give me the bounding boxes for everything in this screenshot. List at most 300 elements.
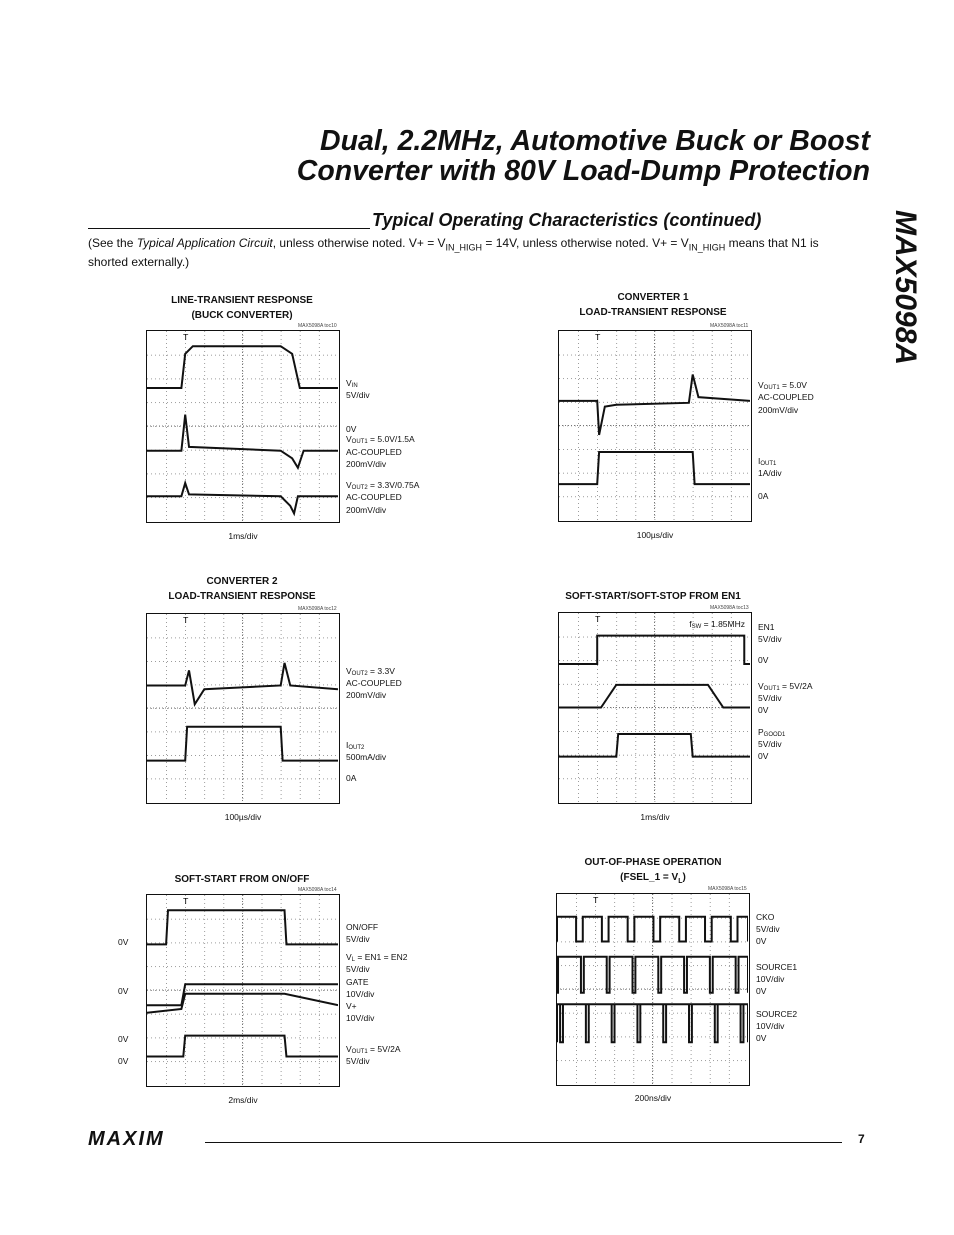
grid-dot: [166, 435, 167, 436]
grid-dot: [185, 395, 186, 396]
grid-dot: [281, 770, 282, 771]
grid-dot: [567, 355, 568, 356]
grid-dot: [735, 496, 736, 497]
grid-dot: [175, 355, 176, 356]
grid-dot: [204, 782, 205, 783]
trace-label: ON/OFF: [346, 922, 379, 932]
grid-dot: [616, 781, 617, 782]
grid-dot: [199, 685, 200, 686]
grid-dot: [262, 463, 263, 464]
grid-dot: [589, 965, 590, 966]
grid-dot: [693, 797, 694, 798]
grid-dot: [616, 673, 617, 674]
grid-dot: [204, 919, 205, 920]
grid-dot: [166, 515, 167, 516]
grid-dot: [215, 355, 216, 356]
grid-dot: [578, 765, 579, 766]
grid-dot: [281, 331, 282, 332]
grid-dot: [731, 689, 732, 690]
grid-dot: [655, 637, 656, 638]
grid-dot: [712, 427, 713, 428]
grid-dot: [223, 423, 224, 424]
grid-dot: [311, 1014, 312, 1015]
grid-dot: [311, 919, 312, 920]
grid-dot: [579, 755, 580, 756]
grid-dot: [263, 990, 264, 991]
grid-dot: [295, 355, 296, 356]
grid-dot: [223, 702, 224, 703]
grid-dot: [691, 894, 692, 895]
grid-dot: [633, 1050, 634, 1051]
grid-dot: [741, 942, 742, 943]
grid-dot: [578, 423, 579, 424]
grid-dot: [597, 495, 598, 496]
grid-dot: [191, 474, 192, 475]
grid-dot: [576, 1018, 577, 1019]
grid-dot: [693, 761, 694, 762]
grid-dot: [247, 402, 248, 403]
grid-dot: [731, 745, 732, 746]
grid-dot: [171, 732, 172, 733]
grid-dot: [559, 473, 560, 474]
grid-dot: [185, 662, 186, 663]
grid-dot: [731, 773, 732, 774]
grid-dot: [571, 473, 572, 474]
grid-dot: [204, 519, 205, 520]
grid-dot: [262, 794, 263, 795]
grid-dot: [635, 355, 636, 356]
grid-dot: [576, 1038, 577, 1039]
grid-dot: [607, 355, 608, 356]
grid-dot: [719, 755, 720, 756]
grid-dot: [655, 435, 656, 436]
grid-dot: [559, 402, 560, 403]
grid-dot: [307, 1061, 308, 1062]
grid-dot: [166, 1007, 167, 1008]
grid-dot: [683, 496, 684, 497]
grid-dot: [275, 943, 276, 944]
grid-dot: [614, 938, 615, 939]
grid-dot: [578, 355, 579, 356]
grid-dot: [614, 930, 615, 931]
grid-dot: [300, 1023, 301, 1024]
grid-dot: [235, 661, 236, 662]
grid-dot: [287, 1061, 288, 1062]
grid-dot: [571, 660, 572, 661]
grid-dot: [262, 754, 263, 755]
grid-dot: [559, 449, 560, 450]
grid-dot: [603, 473, 604, 474]
grid-dot: [300, 646, 301, 647]
grid-dot: [719, 496, 720, 497]
grid-dot: [578, 439, 579, 440]
grid-dot: [155, 426, 156, 427]
grid-dot: [335, 732, 336, 733]
grid-dot: [219, 966, 220, 967]
grid-dot: [166, 630, 167, 631]
grid-dot: [725, 1037, 726, 1038]
grid-dot: [739, 637, 740, 638]
grid-dot: [616, 367, 617, 368]
grid-dot: [693, 733, 694, 734]
grid-dot: [635, 737, 636, 738]
grid-dot: [319, 987, 320, 988]
grid-dot: [311, 474, 312, 475]
grid-dot: [259, 779, 260, 780]
grid-dot: [243, 634, 244, 635]
trace: [147, 1036, 338, 1057]
grid-dot: [204, 1027, 205, 1028]
grid-dot: [635, 515, 636, 516]
grid-dot: [731, 519, 732, 520]
grid-dot: [231, 919, 232, 920]
grid-dot: [663, 449, 664, 450]
grid-dot: [185, 1023, 186, 1024]
grid-dot: [319, 1061, 320, 1062]
grid-dot: [243, 519, 244, 520]
grid-dot: [185, 343, 186, 344]
grid-dot: [667, 473, 668, 474]
grid-dot: [281, 459, 282, 460]
grid-dot: [204, 738, 205, 739]
grid-dot: [315, 355, 316, 356]
grid-dot: [147, 943, 148, 944]
grid-dot: [185, 407, 186, 408]
grid-dot: [645, 942, 646, 943]
grid-dot: [653, 1066, 654, 1067]
grid-dot: [616, 665, 617, 666]
grid-dot: [262, 415, 263, 416]
grid-dot: [319, 1075, 320, 1076]
grid-dot: [635, 415, 636, 416]
grid-dot: [171, 497, 172, 498]
grid-dot: [147, 919, 148, 920]
grid-dot: [281, 399, 282, 400]
grid-dot: [578, 649, 579, 650]
grid-dot: [163, 402, 164, 403]
grid-dot: [615, 660, 616, 661]
grid-dot: [166, 467, 167, 468]
grid-dot: [712, 395, 713, 396]
grid-dot: [319, 991, 320, 992]
grid-dot: [579, 355, 580, 356]
grid-dot: [731, 443, 732, 444]
grid-dot: [204, 467, 205, 468]
grid-dot: [710, 950, 711, 951]
grid-dot: [623, 660, 624, 661]
grid-dot: [655, 407, 656, 408]
grid-dot: [699, 660, 700, 661]
grid-dot: [223, 991, 224, 992]
grid-dot: [577, 918, 578, 919]
grid-dot: [281, 1043, 282, 1044]
grid-dot: [559, 755, 560, 756]
grid-dot: [674, 427, 675, 428]
grid-dot: [300, 642, 301, 643]
grid-dot: [223, 455, 224, 456]
grid-dot: [211, 1061, 212, 1062]
grid-dot: [712, 737, 713, 738]
grid-dot: [719, 660, 720, 661]
grid-dot: [697, 989, 698, 990]
grid-dot: [291, 638, 292, 639]
grid-dot: [578, 367, 579, 368]
grid-dot: [204, 626, 205, 627]
grid-dot: [259, 943, 260, 944]
grid-dot: [163, 732, 164, 733]
grid-dot: [262, 975, 263, 976]
grid-dot: [674, 475, 675, 476]
grid-dot: [731, 491, 732, 492]
grid-dot: [195, 661, 196, 662]
trace-label: $I_{OUT2}$: [346, 740, 365, 751]
grid-dot: [171, 1038, 172, 1039]
grid-dot: [655, 789, 656, 790]
grid-dot: [674, 347, 675, 348]
grid-dot: [262, 1019, 263, 1020]
grid-dot: [613, 1060, 614, 1061]
grid-dot: [599, 637, 600, 638]
grid-dot: [693, 709, 694, 710]
grid-dot: [223, 718, 224, 719]
grid-dot: [672, 894, 673, 895]
grid-dot: [223, 947, 224, 948]
grid-dot: [712, 665, 713, 666]
grid-dot: [576, 994, 577, 995]
grid-dot: [571, 496, 572, 497]
grid-dot: [712, 451, 713, 452]
grid-dot: [576, 1002, 577, 1003]
grid-dot: [223, 339, 224, 340]
grid-dot: [577, 965, 578, 966]
grid-dot: [674, 335, 675, 336]
grid-dot: [611, 473, 612, 474]
grid-dot: [635, 777, 636, 778]
grid-dot: [166, 979, 167, 980]
grid-dot: [729, 982, 730, 983]
grid-dot: [183, 919, 184, 920]
grid-dot: [323, 1061, 324, 1062]
grid-dot: [166, 654, 167, 655]
grid-dot: [731, 391, 732, 392]
grid-dot: [307, 943, 308, 944]
grid-dot: [693, 617, 694, 618]
grid-dot: [578, 351, 579, 352]
grid-dot: [191, 1014, 192, 1015]
grid-dot: [595, 982, 596, 983]
grid-dot: [203, 708, 204, 709]
grid-dot: [595, 1010, 596, 1011]
grid-dot: [651, 473, 652, 474]
grid-dot: [262, 455, 263, 456]
grid-dot: [183, 1038, 184, 1039]
grid-dot: [653, 1013, 654, 1014]
grid-dot: [262, 331, 263, 332]
grid-dot: [262, 923, 263, 924]
grid-dot: [300, 447, 301, 448]
grid-dot: [223, 899, 224, 900]
grid-dot: [578, 653, 579, 654]
grid-dot: [743, 449, 744, 450]
grid-dot: [695, 355, 696, 356]
grid-dot: [204, 706, 205, 707]
grid-dot: [204, 666, 205, 667]
grid-dot: [166, 706, 167, 707]
grid-dot: [223, 722, 224, 723]
grid-dot: [729, 1050, 730, 1051]
grid-dot: [635, 625, 636, 626]
grid-dot: [262, 987, 263, 988]
grid-dot: [327, 497, 328, 498]
scope-screen-5: [146, 894, 340, 1087]
grid-dot: [655, 653, 656, 654]
grid-dot: [616, 467, 617, 468]
grid-dot: [204, 471, 205, 472]
grid-dot: [693, 403, 694, 404]
grid-dot: [687, 426, 688, 427]
grid-dot: [731, 681, 732, 682]
chart-title-line1: LINE-TRANSIENT RESPONSE: [171, 295, 313, 306]
grid-dot: [243, 750, 244, 751]
grid-dot: [715, 355, 716, 356]
grid-dot: [215, 474, 216, 475]
grid-dot: [576, 1082, 577, 1083]
grid-dot: [262, 943, 263, 944]
grid-dot: [707, 755, 708, 756]
grid-dot: [579, 660, 580, 661]
grid-dot: [279, 943, 280, 944]
grid-dot: [627, 473, 628, 474]
grid-dot: [731, 693, 732, 694]
grid-dot: [247, 355, 248, 356]
grid-dot: [659, 426, 660, 427]
grid-dot: [175, 779, 176, 780]
grid-dot: [204, 670, 205, 671]
grid-dot: [259, 732, 260, 733]
grid-dot: [185, 515, 186, 516]
grid-dot: [243, 642, 244, 643]
grid-dot: [203, 755, 204, 756]
grid-dot: [595, 954, 596, 955]
chart-title-line2: (BUCK CONVERTER): [191, 310, 293, 321]
grid-dot: [166, 967, 167, 968]
grid-dot: [283, 426, 284, 427]
grid-dot: [576, 902, 577, 903]
grid-dot: [211, 638, 212, 639]
grid-dot: [611, 660, 612, 661]
grid-dot: [243, 1031, 244, 1032]
grid-dot: [247, 379, 248, 380]
grid-dot: [595, 1062, 596, 1063]
grid-dot: [185, 451, 186, 452]
grid-dot: [729, 1026, 730, 1027]
grid-dot: [573, 1037, 574, 1038]
grid-dot: [247, 943, 248, 944]
grid-dot: [262, 770, 263, 771]
grid-dot: [204, 1019, 205, 1020]
grid-dot: [731, 684, 732, 685]
grid-dot: [155, 732, 156, 733]
grid-dot: [629, 1037, 630, 1038]
grid-dot: [655, 773, 656, 774]
grid-dot: [259, 1014, 260, 1015]
grid-dot: [672, 1026, 673, 1027]
grid-dot: [147, 779, 148, 780]
grid-dot: [223, 426, 224, 427]
grid-dot: [691, 934, 692, 935]
grid-dot: [195, 1014, 196, 1015]
grid-dot: [653, 950, 654, 951]
grid-dot: [667, 449, 668, 450]
grid-dot: [597, 399, 598, 400]
grid-dot: [661, 1037, 662, 1038]
grid-dot: [731, 729, 732, 730]
grid-dot: [185, 347, 186, 348]
grid-dot: [231, 1038, 232, 1039]
figure-code: MAX5098A toc14: [298, 887, 337, 893]
grid-dot: [251, 779, 252, 780]
chart-title-line2: SOFT-START/SOFT-STOP FROM EN1: [565, 591, 741, 602]
grid-dot: [735, 473, 736, 474]
grid-dot: [597, 367, 598, 368]
grid-dot: [585, 989, 586, 990]
grid-dot: [635, 479, 636, 480]
grid-dot: [616, 777, 617, 778]
grid-dot: [597, 447, 598, 448]
grid-dot: [579, 449, 580, 450]
grid-dot: [616, 725, 617, 726]
grid-dot: [674, 717, 675, 718]
grid-dot: [287, 966, 288, 967]
grid-dot: [715, 378, 716, 379]
grid-dot: [710, 898, 711, 899]
grid-dot: [611, 355, 612, 356]
grid-dot: [300, 694, 301, 695]
grid-dot: [693, 363, 694, 364]
grid-dot: [262, 447, 263, 448]
grid-dot: [729, 1030, 730, 1031]
grid-dot: [576, 898, 577, 899]
grid-dot: [683, 778, 684, 779]
grid-dot: [171, 755, 172, 756]
grid-dot: [255, 1038, 256, 1039]
grid-dot: [719, 402, 720, 403]
grid-dot: [637, 989, 638, 990]
grid-dot: [607, 473, 608, 474]
grid-dot: [243, 507, 244, 508]
grid-dot: [719, 637, 720, 638]
grid-dot: [185, 1003, 186, 1004]
grid-dot: [159, 732, 160, 733]
grid-dot: [243, 1059, 244, 1060]
grid-dot: [295, 1038, 296, 1039]
grid-dot: [616, 503, 617, 504]
grid-dot: [597, 491, 598, 492]
grid-dot: [655, 449, 656, 450]
grid-dot: [185, 895, 186, 896]
grid-dot: [715, 496, 716, 497]
grid-dot: [672, 1070, 673, 1071]
grid-dot: [691, 473, 692, 474]
grid-dot: [323, 708, 324, 709]
grid-dot: [319, 367, 320, 368]
grid-dot: [616, 653, 617, 654]
grid-dot: [703, 637, 704, 638]
grid-dot: [303, 1061, 304, 1062]
grid-dot: [681, 989, 682, 990]
grid-dot: [693, 777, 694, 778]
grid-dot: [693, 789, 694, 790]
